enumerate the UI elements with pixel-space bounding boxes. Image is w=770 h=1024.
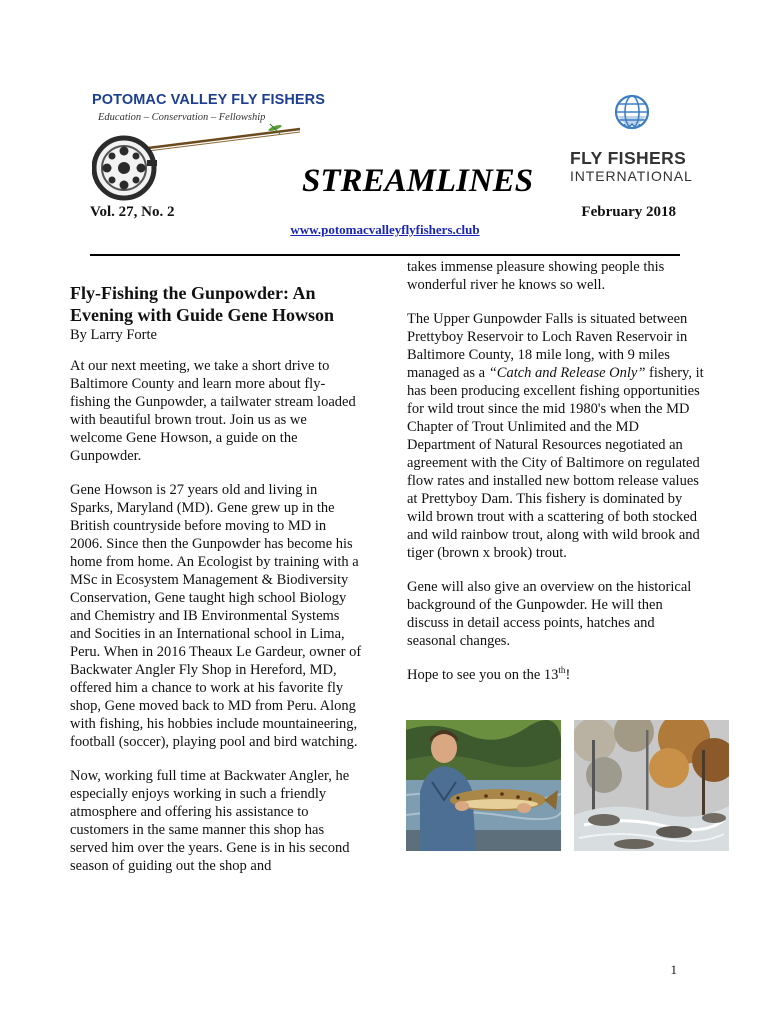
issue-date: February 2018 xyxy=(581,204,676,220)
autumn-stream-image xyxy=(574,720,729,851)
autumn-stream-photo xyxy=(574,720,729,851)
article-paragraph: Gene Howson is 27 years old and living in Sparks, Maryland (MD). Gene grew up in the British countryside before moving to MD in 2006. Since then the Gunpowder has become his home from home. An Ecologist by training with a MSc in Ecosystem Management & Biodiversity Conservation, Gene taught high school Biology and Chemistry and IB Environmental Systems and Socities in an International school in Lima, Peru. When in 2016 Theaux Le Gardeur, owner of Backwater Angler Fly Shop in Hereford, MD, offered him a chance to work at his favorite fly shop, Gene moved back to MD from Peru. Along with fishing, his hobbies include mountaineering, football (soccer), playing pool and bird watching. xyxy=(70,482,362,750)
article-paragraph: Now, working full time at Backwater Angler, he especially enjoys working in such a friendly atmosphere and offering his assistance to customers in the same manner this shop has served him over the years. Gene is in his second season of guiding out the shop and xyxy=(70,768,350,874)
paragraph-text: The Upper Gunpowder Falls is situated between Prettyboy Reservoir to Loch Raven Reservoir in Baltimore County, 18 mile long, with 9 miles managed as a xyxy=(407,311,688,381)
article-paragraph: takes immense pleasure showing people this wonderful river he knows so well. xyxy=(407,259,665,293)
closing-text: Hope to see you on the 13 xyxy=(407,667,559,683)
club-logo-name: POTOMAC VALLEY FLY FISHERS xyxy=(92,92,326,108)
article-headline-line-1: Fly-Fishing the Gunpowder: An xyxy=(70,283,316,303)
header-divider xyxy=(90,254,680,256)
website-link[interactable]: www.potomacvalleyflyfishers.club xyxy=(290,222,480,237)
partner-logo xyxy=(565,94,700,194)
article-byline: By Larry Forte xyxy=(70,327,157,343)
globe-net-icon xyxy=(612,94,652,138)
article-paragraph xyxy=(407,310,707,562)
fly-reel-icon xyxy=(92,120,304,210)
club-logo xyxy=(92,92,326,210)
left-column xyxy=(70,282,362,891)
article-paragraph: At our next meeting, we take a short drive to Baltimore County and learn more about fly-fishing the Gunpowder, a tailwater stream loaded with beautiful brown trout. Join us as we welcome Gene Howson, a guide on the Gunpowder. xyxy=(70,358,356,464)
catch-release-emphasis: “Catch and Release Only” xyxy=(488,365,646,381)
page-number: 1 xyxy=(670,962,677,977)
right-column xyxy=(407,258,707,700)
article-paragraph: Gene will also give an overview on the historical background of the Gunpowder. He will then discuss in detail access points, hatches and seasonal changes. xyxy=(407,579,692,649)
article-headline-line-2: Evening with Guide Gene Howson xyxy=(70,305,335,325)
guide-trout-photo xyxy=(406,720,561,851)
guide-trout-image xyxy=(406,720,561,851)
newsletter-title: STREAMLINES xyxy=(302,163,534,199)
article-headline xyxy=(70,282,362,326)
partner-logo-sub: INTERNATIONAL xyxy=(570,168,693,184)
closing-punctuation: ! xyxy=(565,667,571,683)
partner-logo-name: FLY FISHERS xyxy=(570,148,687,168)
club-logo-tagline: Education – Conservation – Fellowship xyxy=(98,112,266,123)
ordinal-suffix: th xyxy=(558,665,566,676)
volume-number: Vol. 27, No. 2 xyxy=(90,204,175,220)
closing-line xyxy=(407,666,707,684)
paragraph-text: fishery, it has been producing excellent fishing opportunities for wild trout since the mid 1980's when the MD Chapter of Trout Unlimited and the MD Department of Natural Resources negotiated an agreement with the City of Baltimore on regulated flow rates and installed new bottom release values at Prettyboy Dam. This fishery is dominated by wild brown trout with a scattering of both stocked and wild rainbow trout, along with wild brook and tiger (brown x brook) trout. xyxy=(407,365,704,561)
